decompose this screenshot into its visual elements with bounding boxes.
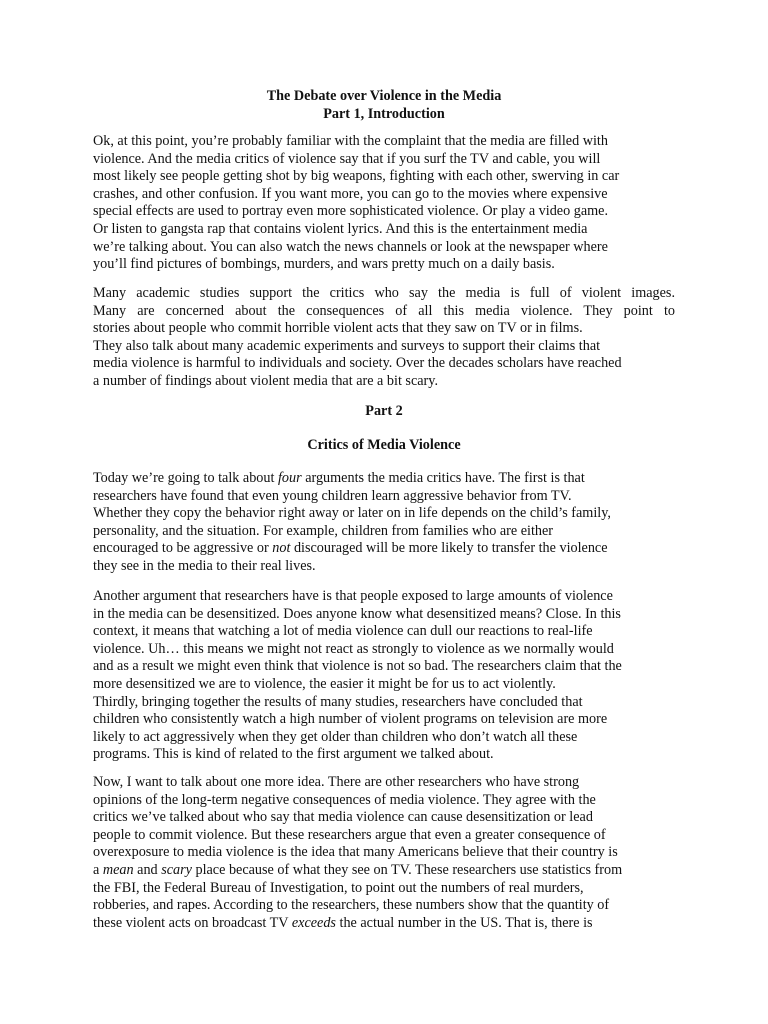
- text-line: violence. And the media critics of violence say that if you surf the TV and cable, you will: [93, 150, 601, 167]
- text-run: these violent acts on broadcast TV: [93, 914, 292, 931]
- text-line: [93, 540, 675, 558]
- text-line: [93, 915, 675, 933]
- text-line: and as a result we might even think that violence is not so bad. The researchers claim that the: [93, 658, 622, 675]
- text-line: the FBI, the Federal Bureau of Investigation, to point out the numbers of real murders,: [93, 879, 584, 896]
- text-line: a number of findings about violent media that are a bit scary.: [93, 372, 438, 389]
- text-run: discouraged will be more likely to transfer the violence: [290, 540, 608, 557]
- text-line: context, it means that watching a lot of media violence can dull our reactions to real-life: [93, 623, 593, 640]
- emphasis-text: scary: [161, 861, 192, 878]
- text-line: you’ll find pictures of bombings, murders, and wars pretty much on a daily basis.: [93, 256, 555, 273]
- emphasis-text: mean: [102, 861, 134, 878]
- paragraph-desensitized: [93, 588, 675, 764]
- text-line: special effects are used to portray even more sophisticated violence. Or play a video game.: [93, 203, 609, 220]
- section-heading-part-2: Part 2: [365, 403, 403, 419]
- emphasis-text: not: [272, 540, 291, 557]
- text-line: Another argument that researchers have is that people exposed to large amounts of violence: [93, 588, 613, 604]
- text-line: robberies, and rapes. According to the researchers, these numbers show that the quantity of: [93, 897, 610, 914]
- text-run: place because of what they see on TV. These researchers use statistics from: [191, 861, 623, 878]
- paragraph-intro: [93, 133, 675, 274]
- text-line: Or listen to gangsta rap that contains violent lyrics. And this is the entertainment media: [93, 220, 588, 237]
- text-line: they see in the media to their real lives.: [93, 557, 316, 574]
- text-line: Ok, at this point, you’re probably familiar with the complaint that the media are filled with: [93, 133, 608, 149]
- paragraph-mean-world: [93, 774, 675, 932]
- text-line: [93, 862, 675, 880]
- text-line: stories about people who commit horrible violent acts that they saw on TV or in films.: [93, 320, 583, 337]
- text-line: violence. Uh… this means we might not react as strongly to violence as we normally would: [93, 640, 614, 657]
- text-line: opinions of the long-term negative consequences of media violence. They agree with the: [93, 791, 596, 808]
- paragraph-academic-studies: [93, 285, 675, 391]
- text-line: more desensitized we are to violence, the easier it might be for us to act violently.: [93, 675, 556, 692]
- text-line: [93, 470, 675, 488]
- text-line: programs. This is kind of related to the first argument we talked about.: [93, 746, 494, 763]
- text-run: encouraged to be aggressive or: [93, 540, 273, 557]
- text-line: people to commit violence. But these researchers argue that even a greater consequence of: [93, 826, 606, 843]
- text-line: critics we’ve talked about who say that media violence can cause desensitization or lead: [93, 809, 593, 826]
- text-line: in the media can be desensitized. Does anyone know what desensitized means? Close. In this: [93, 605, 621, 622]
- text-line: children who consistently watch a high number of violent programs on television are more: [93, 711, 608, 728]
- text-run: arguments the media critics have. The first is that: [301, 470, 585, 486]
- text-line: we’re talking about. You can also watch the news channels or look at the newspaper where: [93, 238, 608, 255]
- text-line: overexposure to media violence is the idea that many Americans believe that their country is: [93, 844, 618, 861]
- text-line: most likely see people getting shot by big weapons, fighting with each other, swerving in car: [93, 168, 620, 185]
- text-line: researchers have found that even young children learn aggressive behavior from TV.: [93, 487, 572, 504]
- title-block: [93, 88, 675, 123]
- text-run: and: [133, 861, 162, 878]
- text-line: Many are concerned about the consequences of all this media violence. They point to: [93, 302, 675, 319]
- text-run: the actual number in the US. That is, there is: [335, 914, 593, 931]
- emphasis-text: exceeds: [291, 914, 336, 931]
- text-line: Now, I want to talk about one more idea. There are other researchers who have strong: [93, 774, 580, 790]
- page-subtitle: Part 1, Introduction: [323, 105, 445, 122]
- text-line: personality, and the situation. For example, children from families who are either: [93, 522, 554, 539]
- text-line: Many academic studies support the critics who say the media is full of violent images.: [93, 285, 675, 301]
- text-line: Whether they copy the behavior right away or later on in life depends on the child’s family,: [93, 505, 611, 522]
- text-line: crashes, and other confusion. If you want more, you can go to the movies where expensive: [93, 185, 608, 202]
- text-line: Thirdly, bringing together the results of many studies, researchers have concluded that: [93, 693, 583, 710]
- text-run: a: [93, 861, 103, 878]
- text-line: likely to act aggressively when they get older than children who don’t watch all these: [93, 728, 578, 745]
- text-line: They also talk about many academic experiments and surveys to support their claims that: [93, 337, 601, 354]
- text-line: media violence is harmful to individuals and society. Over the decades scholars have reached: [93, 355, 622, 372]
- emphasis-text: four: [277, 470, 302, 486]
- text-run: Today we’re going to talk about: [93, 470, 278, 486]
- page-title: The Debate over Violence in the Media: [266, 88, 502, 104]
- paragraph-four-arguments: [93, 470, 675, 576]
- section-heading-critics: Critics of Media Violence: [307, 437, 461, 453]
